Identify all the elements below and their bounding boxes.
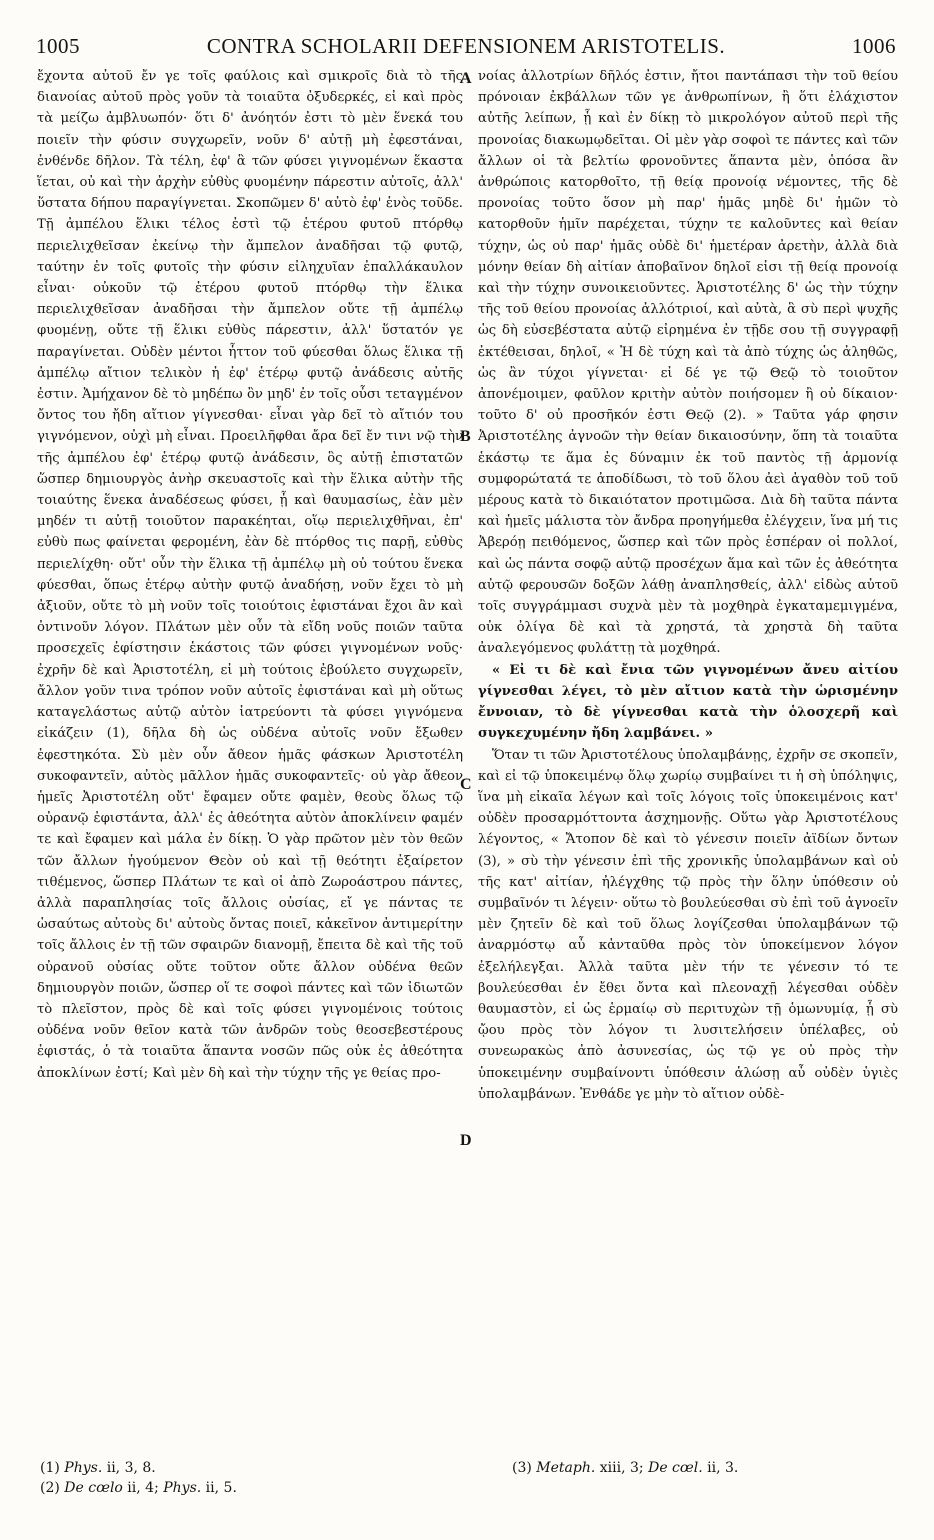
margin-marker-c: C xyxy=(460,776,472,793)
left-column xyxy=(37,66,463,1434)
footnote-ref: Metaph. xyxy=(536,1460,596,1476)
footnote-ref: Phys. xyxy=(64,1460,103,1476)
footnote-ref: De cœlo xyxy=(64,1480,123,1496)
page-number-left: 1005 xyxy=(36,34,80,58)
page-number-right: 1006 xyxy=(852,34,896,58)
footnotes-left xyxy=(40,1458,460,1498)
footnote-number: (2) xyxy=(40,1480,60,1496)
footnotes-right xyxy=(512,1458,932,1478)
footnote-ref-2: Phys. xyxy=(163,1480,202,1496)
footnote-loc: ii, 3, 8. xyxy=(102,1460,156,1476)
footnote-loc-2: ii, 5. xyxy=(201,1480,237,1496)
right-column xyxy=(478,66,898,1434)
margin-marker-b: B xyxy=(460,428,471,445)
footnote-2 xyxy=(40,1478,460,1498)
footnote-number: (1) xyxy=(40,1460,60,1476)
margin-marker-a: A xyxy=(460,70,472,87)
running-title: CONTRA SCHOLARII DEFENSIONEM ARISTOTELIS. xyxy=(206,34,726,58)
page-header xyxy=(36,34,896,62)
right-paragraph-quote: « Εἰ τι δὲ καὶ ἔνια τῶν γιγνομένων ἄνευ αἰτίου γίγνεσθαι λέγει, τὸ μὲν αἴτιον κατὰ τὴν ὡρισμένην ἔννοιαν, τὸ δὲ γίγνεσθαι κατὰ τὴν ὁλοσχερῆ καὶ συγκεχυμένην ἤδη λαμβάνει. » xyxy=(478,662,898,742)
right-paragraph-3: Ὅταν τι τῶν Ἀριστοτέλους ὑπολαμβάνῃς, ἐχρῆν σε σκοπεῖν, καὶ εἰ τῷ ὑποκειμένῳ ὅλῳ χωρίῳ συμβαίνει τι ἡ σὴ ὑπόληψις, ἵνα μὴ εἰκαῖα λέγων καὶ τοῖς λόγοις τοῖς ὑποκειμένοις κατ' οὐδὲν προσαρμόττοντα ἀσχημονῇς. Οὕτω γὰρ Ἀριστοτέλους λέγοντος, « Ἄτοπον δὲ καὶ τὸ γένεσιν ποιεῖν ἀϊδίων ὄντων (3), » σὺ τὴν γένεσιν ἐπὶ τῆς χρονικῆς ὑπολαμβάνων καὶ οὐ τῆς κατ' αἰτίαν, ἠλέγχθης τῷ πρὸς τὴν ὅλην ὑπόθεσιν οὐ συμβαῖνόν τι λέγειν· οὕτω τὸ βουλεύεσθαι σὺ ἐπὶ τοῦ ἀγνοεῖν μὲν ζητεῖν δὲ καὶ τοῦ ὅλως λογίζεσθαι ὑπολαμβάνων τῷ ἀναρμόστῳ αὖ κἀνταῦθα πρὸς τὸν ὑποκείμενον λόγον ἐξελήλεγξαι. Ἀλλὰ ταῦτα μὲν τήν τε γένεσιν τό τε βουλεύεσθαι ἐν ἔθει ὄντα καὶ πλεοναχῇ λέγεσθαι οὐδὲν θαυμαστὸν, εἰ ὡς ἑρμαίῳ σὺ περιτυχὼν τῇ ὁμωνυμίᾳ, ᾗ σὺ ᾤου πρὸς τὸν λόγον τι λυσιτελήσειν ὑπέλαβες, οὐ συνεωρακὼς ἀπὸ ἀσυνεσίας, ὡς τῷ γε οὐ πρὸς τὴν ὑποκειμένην συμβαίνοντι ὑπόθεσιν ἁλώσῃ αὖ οὐδὲν ὑγιὲς ὑπολαμβάνων. Ἐνθάδε γε μὴν τὸ αἴτιον οὐδὲ- xyxy=(478,747,898,1102)
footnote-loc: ii, 4; xyxy=(122,1480,164,1496)
footnote-loc-2: ii, 3. xyxy=(702,1460,739,1476)
footnote-ref-2: De cœl. xyxy=(648,1460,703,1476)
footnote-loc: xiii, 3; xyxy=(595,1460,649,1476)
left-column-text: ἔχοντα αὐτοῦ ἔν γε τοῖς φαύλοις καὶ σμικροῖς διὰ τὸ τῆς διανοίας αὐτοῦ πρὸς γοῦν τὰ τοιαῦτα ὀξυδερκές, εἰ καὶ πρὸς τὰ μείζω ἀμβλυωπόν· ὅτι δ' ἀνόητόν ἐστι τὸ μὲν ἕνεκά του ποιεῖν τὴν φύσιν συγχωρεῖν, νοῦν δ' αὐτῇ μὴ ἐφεστάναι, ἐνθένδε δῆλον. Τὰ τέλη, ἐφ' ἃ τῶν φύσει γιγνομένων ἕκαστα ἵεται, οὐ καὶ τὴν ἀρχὴν εὐθὺς φυομένην πάρεστιν αὐτοῖς, ἀλλ' ὕστατα δήπου παραγίγνεται. Σκοπῶμεν δ' αὐτὸ ἐφ' ἑνὸς τοῦδε. Τῇ ἀμπέλου ἕλικι τέλος ἐστὶ τῷ ἑτέρου φυτοῦ πτόρθῳ περιελιχθεῖσαν ἐκείνῳ τὴν ἄμπελον ἀναδῆσαι τῷ φυτῷ, ταύτην ἐν τοῖς φυτοῖς τὴν φύσιν εἰληχυῖαν ἐπαλλάκαυλον εἶναι· οὐκοῦν τῷ ἑτέρου φυτοῦ πτόρθῳ τὴν ἕλικα περιελιχθεῖσαν ἀναδῆσαι τὴν ἄμπελον οὔτε τῇ ἀμπέλῳ φυομένῃ, οὔτε τῇ ἕλικι εὐθὺς πάρεστιν, ἀλλ' ὕστατόν γε παραγίνεται. Οὐδὲν μέντοι ἧττον τοῦ φύεσθαι ὅλως ἕλικα τῇ ἀμπέλῳ αἴτιον τελικὸν ἡ ἐφ' ἑτέρῳ φυτῷ ἀνάδεσις αὐτῆς ἐστιν. Ἀμήχανον δὲ τὸ μηδέπω ὂν μηδ' ἐν τοῖς οὖσι τεταγμένον ὄντος του ἤδη αἴτιον γίγνεσθαι· εἶναι γὰρ δεῖ τὸ αἴτιόν του γιγνόμενον, οὐχὶ μὴ εἶναι. Προειλῆφθαι ἄρα δεῖ ἔν τινι νῷ τὴν τῆς ἀμπέλου ἐφ' ἑτέρῳ φυτῷ ἀνάδεσιν, ὃς αὐτῇ ἐπιστατῶν ὥσπερ δημιουργὸς ἀνὴρ σκευαστοῖς καὶ τὴν ἕλικα αὐτὴν τῆς τοιαύτης ἕνεκα ἀναδέσεως φύσει, ᾗ καὶ θαυμασίως, ἐὰν μὲν μηδέν τι αὐτῇ τοιοῦτον παρακέηται, οἵῳ περιελιχθῆναι, ἐπ' εὐθὺ πως φαίνεται φερομένη, ἐὰν δὲ πτόρθος τις παρῇ, εὐθὺς περιελίχθη· οὔτ' οὖν τὴν ἕλικα τῇ ἀμπέλῳ μὴ οὐ τούτου ἕνεκα φύεσθαι, ὅπως ἑτέρῳ αὐτὴν φυτῷ ἀναδήσῃ, νοῦν ἔχει τὸ μὴ ἀξιοῦν, οὔτε τὸ μὴ νοῦν τοῖς τοιούτοις ἐφιστάναι ἔχοι ἂν καὶ ὀντινοῦν λόγον. Πλάτων μὲν οὖν τὰ εἴδη νοῦς ποιῶν ταῦτα προσεχεῖς ἐφίστησιν ἑκάστοις τῶν φύσει γιγνομένων νοῦς· ἐχρῆν δὲ καὶ Ἀριστοτέλη, εἰ μὴ τούτοις ἐβούλετο συγχωρεῖν, ἄλλον γοῦν τινα τρόπον νοῦν αὐτοῖς ἐφιστάναι καὶ μὴ οὕτως καταγελάστως αὐτῷ αὐτὸν ἰατρεύοντι τὰ φύσει γιγνόμενα εἰκάζειν (1), δῆλα δὴ ὡς οὐδένα αὐτοῖς νοῦν ἔξωθεν ἐφεστηκότα. Σὺ μὲν οὖν ἄθεον ἡμᾶς φάσκων Ἀριστοτέλη συκοφαντεῖν, αὐτὸς μᾶλλον ἡμᾶς συκοφαντεῖς· οὐ γὰρ ἄθεον ἡμεῖς Ἀριστοτέλη οὔτ' ἔφαμεν οὔτε φαμὲν, θεοὺς ὅλως τῷ οὐρανῷ ἐφιστάντα, ἀλλ' ἐς ἀθεότητα αὐτὸν ἀποκλίνειν φαμέν τε καὶ ἔφαμεν καὶ μάλα ἐν δίκῃ. Ὁ γὰρ πρῶτον μὲν τὸν θεῶν τῶν ἄλλων ἡγούμενον Θεὸν οὐ καὶ τῇ θεότητι ἐξαίρετον τιθέμενος, ὥσπερ Πλάτων τε καὶ οἱ ἀπὸ Ζωροάστρου πάντες, ἀλλὰ παραπλησίας τοῖς ἄλλοις οὐσίας, εἴ γε πάντας τε ὡσαύτως αὐτοὺς δι' αὐτοὺς ὄντας ποιεῖ, κἀκεῖνον ἀντιμερίτην τοῖς ἄλλοις ἐν τῇ τῶν σφαιρῶν διανομῇ, ἔπειτα δὲ καὶ τῆς τοῦ οὐρανοῦ οὐσίας οὔτε τοῦτον οὔτε ἄλλον οὐδένα θεῶν δημιουργὸν ποιῶν, ὥσπερ οἵ τε σοφοὶ πάντες καὶ τῶν ἰδιωτῶν τὸ πλεῖστον, πρὸς δὲ καὶ τοῖς φύσει γιγνομένοις τούτοις οὐδένα νοῦν θεῖον κατὰ τῶν ἀνδρῶν τοὺς θεοσεβεστέρους ἐφιστάς, ὁ τὰ τοιαῦτα ἅπαντα νοσῶν πῶς οὐκ ἐς ἀθεότητα ἀποκλίνων ἐστί; Καὶ μὲν δὴ καὶ τὴν τύχην τῆς γε θείας προ- xyxy=(37,69,463,1081)
footnote-1 xyxy=(40,1458,460,1478)
footnote-3 xyxy=(512,1458,932,1478)
footnote-number: (3) xyxy=(512,1460,532,1476)
margin-marker-d: D xyxy=(460,1132,472,1149)
right-paragraph-1: νοίας ἀλλοτρίων δῆλός ἐστιν, ἤτοι παντάπασι τὴν τοῦ θείου πρόνοιαν ἐκβάλλων τῶν γε ἀνθρωπίνων, ἢ ὅτι ἐλάχιστον αὐτῆς λείπων, ᾗ καὶ ἐν δίκῃ τὸ μικρολόγον αὐτοῦ περὶ τῆς προνοίας διακωμῳδεῖται. Οἱ μὲν γὰρ σοφοὶ τε πάντες καὶ τῶν ἄλλων οἱ τὰ βελτίω φρονοῦντες ἅπαντα μὲν, ὁπόσα ἂν ἀνθρώποις κατορθοῖτο, τῇ θείᾳ προνοίᾳ νέμοντες, τῆς δὲ προνοίας τοῦτο ὅσον μὴ παρ' ἡμᾶς μηδὲ δι' ἡμῶν τὸ κατορθοῦν ἡμῖν παρέχεται, τύχην τε καλοῦντες καὶ θείαν τύχην, ὡς οὐ παρ' ἡμᾶς οὐδὲ δι' ἡμετέραν ἀρετὴν, ἀλλὰ διὰ μόνην θείαν δὴ αἰτίαν ἀποβαῖνον δηλοῖ εἰσι τῇ θείᾳ προνοίᾳ καὶ τὴν τύχην συνοικειοῦντες. Ἀριστοτέλης δ' ὡς τὴν τύχην τῆς τοῦ θείου προνοίας ἀλλότριοί, καὶ αὐτὰ, ἃ σὺ περὶ ψυχῆς ὡς δὴ εὐσεβέστατα αὐτῷ εἰρημένα ἐν τῇδε σου τῇ συγγραφῇ ἐκτέθεισαι, δηλοῖ, « Ἡ δὲ τύχη καὶ τὰ ἀπὸ τύχης ὡς ἀληθῶς, ὡς ἂν τύχοι γίγνεται· εἰ δέ γε τῷ Θεῷ τὸ τοιοῦτον ἀπονέμοιμεν, φαῦλον κριτὴν αὐτὸν ποιήσομεν ἢ οὐ δίκαιον· τοῦτο δ' οὐ προσῆκόν ἐστι Θεῷ (2). » Ταῦτα γάρ φησιν Ἀριστοτέλης ἀγνοῶν τὴν θείαν δικαιοσύνην, ὅπη τὰ τοιαῦτα ἑκάστῳ τε ἅμα ἐς δύναμιν ἐκ τοῦ παντὸς τῇ ἁρμονίᾳ συμφορώτατά τε ἀποδίδωσι, τὸ τοῦ ὅλου ἀεὶ ἀγαθὸν τοῦ τοῦ μέρους κατὰ τὸ δικαιότατον προτιμῶσα. Διὰ δὴ ταῦτα πάντα καὶ ἡμεῖς μάλιστα τὸν ἄνδρα προηγήμεθα ἐλέγχειν, ἵνα μή τις Ἀβερόῃ πειθόμενος, ὥσπερ καὶ τῶν πρὸς ἑσπέραν οἱ πολλοί, καὶ ὡς πάντα σοφῷ αὐτῷ προσέχων ἅμα καὶ τῶν ἐς ἀθεότητα αὐτῷ φερουσῶν δοξῶν λάθῃ ἀναπλησθείς, ἀλλ' εἰδὼς αὐτοῦ τοῖς συγγράμμασι συχνὰ μὲν τὰ μοχθηρὰ ἐγκαταμεμιγμένα, οὐκ ὀλίγα δὲ καὶ τὰ χρηστά, τὰ χρηστὰ δὴ ταῦτα ἀναλεγόμενος φυλάττῃ τὰ μοχθηρά. xyxy=(478,69,898,657)
